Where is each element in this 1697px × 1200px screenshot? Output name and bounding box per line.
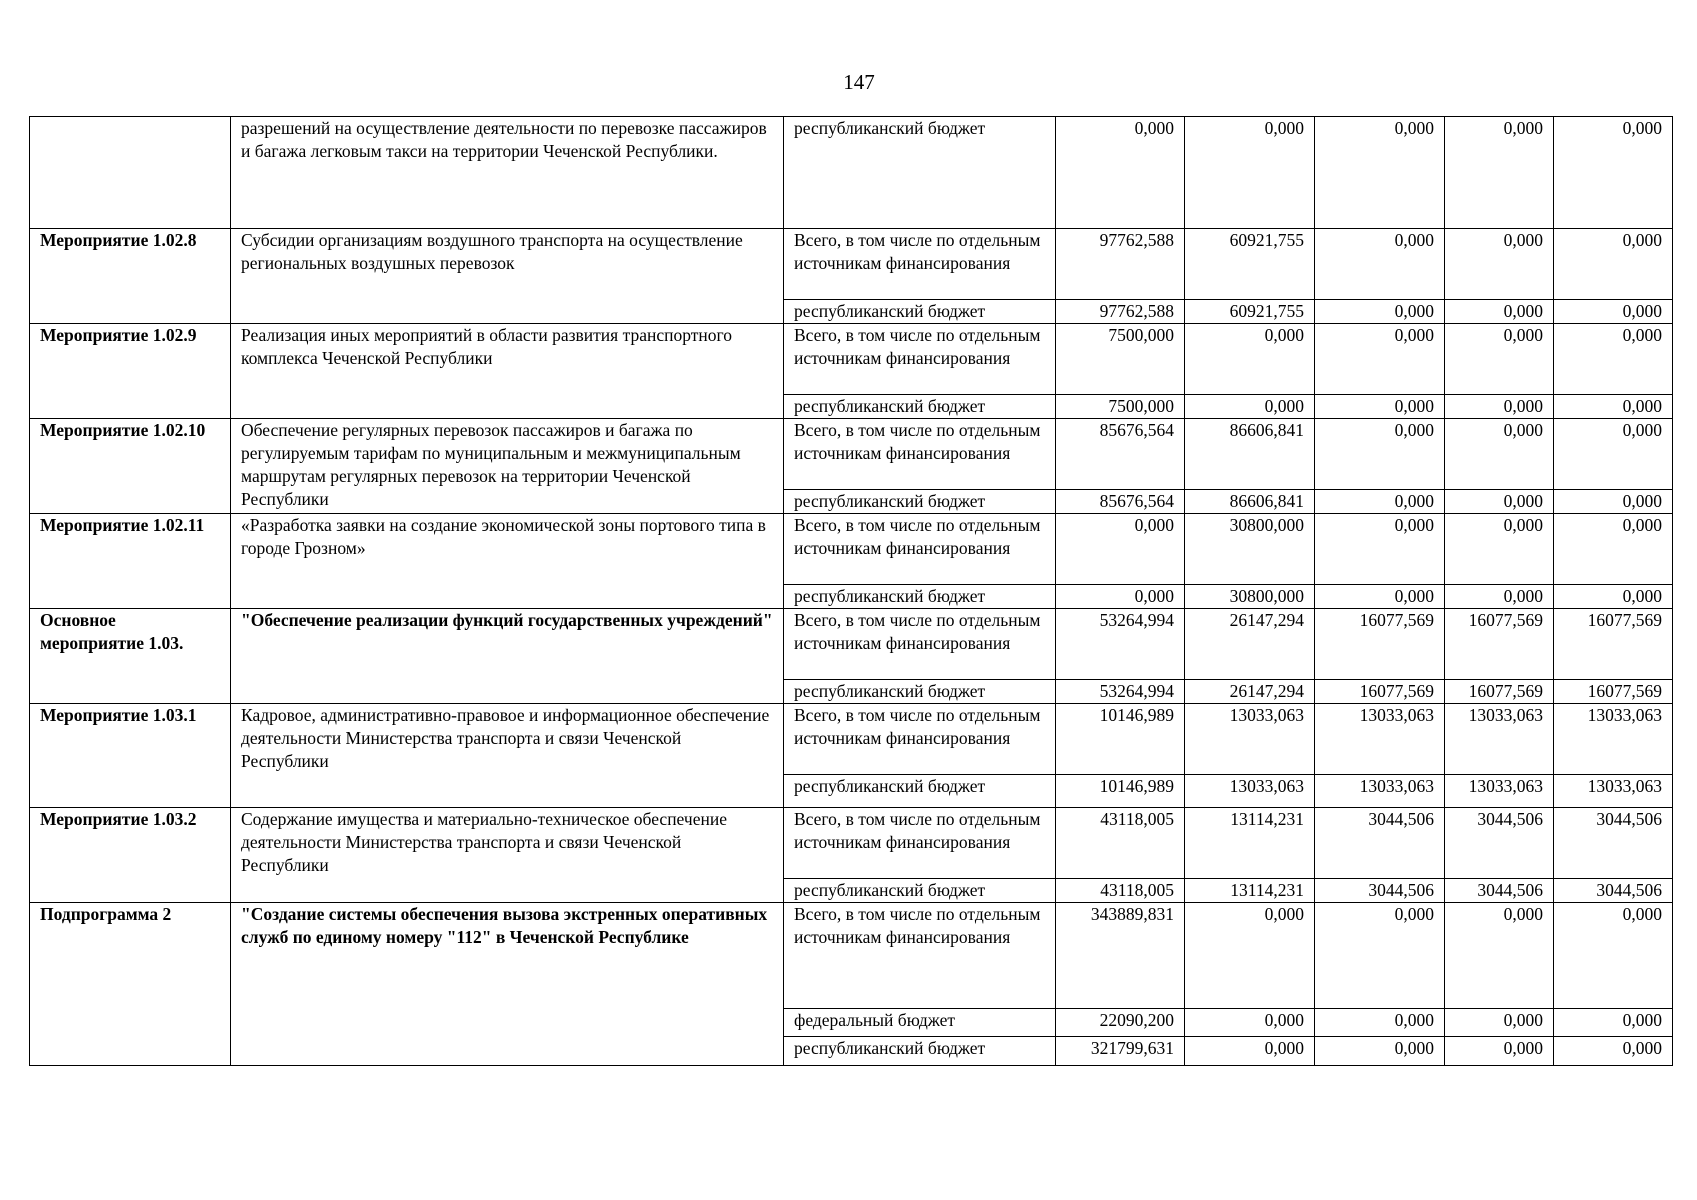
amount-cell: 30800,000 <box>1185 514 1315 585</box>
amount-cell: 13033,063 <box>1445 704 1554 775</box>
amount-cell: 85676,564 <box>1056 419 1185 490</box>
amount-cell: 53264,994 <box>1056 609 1185 680</box>
amount-cell: 86606,841 <box>1185 490 1315 514</box>
amount-cell: 13033,063 <box>1554 704 1673 775</box>
funding-source-cell: республиканский бюджет <box>784 879 1056 903</box>
amount-cell: 0,000 <box>1056 585 1185 609</box>
amount-cell: 0,000 <box>1315 585 1445 609</box>
amount-cell: 13114,231 <box>1185 879 1315 903</box>
amount-cell: 0,000 <box>1315 229 1445 300</box>
funding-source-cell: Всего, в том числе по отдельным источникам финансирования <box>784 419 1056 490</box>
activity-name-cell: «Разработка заявки на создание экономической зоны портового типа в городе Грозном» <box>231 514 784 609</box>
amount-cell: 0,000 <box>1315 324 1445 395</box>
table-row <box>30 324 1673 395</box>
amount-cell: 0,000 <box>1445 419 1554 490</box>
amount-cell: 30800,000 <box>1185 585 1315 609</box>
amount-cell: 0,000 <box>1445 229 1554 300</box>
funding-source-cell: Всего, в том числе по отдельным источникам финансирования <box>784 324 1056 395</box>
amount-cell: 10146,989 <box>1056 775 1185 808</box>
amount-cell: 16077,569 <box>1554 680 1673 704</box>
amount-cell: 60921,755 <box>1185 229 1315 300</box>
amount-cell: 0,000 <box>1315 490 1445 514</box>
funding-source-cell: федеральный бюджет <box>784 1009 1056 1037</box>
amount-cell: 0,000 <box>1445 300 1554 324</box>
funding-source-cell: Всего, в том числе по отдельным источникам финансирования <box>784 808 1056 879</box>
amount-cell: 26147,294 <box>1185 609 1315 680</box>
activity-name-cell: Субсидии организациям воздушного транспорта на осуществление региональных воздушных перевозок <box>231 229 784 324</box>
activity-name-cell: "Создание системы обеспечения вызова экстренных оперативных служб по единому номеру "112" в Чеченской Республике <box>231 903 784 1066</box>
amount-cell: 13033,063 <box>1554 775 1673 808</box>
amount-cell: 97762,588 <box>1056 300 1185 324</box>
amount-cell: 16077,569 <box>1315 680 1445 704</box>
amount-cell: 0,000 <box>1315 1037 1445 1066</box>
amount-cell: 53264,994 <box>1056 680 1185 704</box>
amount-cell: 16077,569 <box>1445 680 1554 704</box>
activity-code-cell: Основное мероприятие 1.03. <box>30 609 231 704</box>
table-row <box>30 704 1673 775</box>
table-row <box>30 229 1673 300</box>
amount-cell: 10146,989 <box>1056 704 1185 775</box>
amount-cell: 0,000 <box>1554 1037 1673 1066</box>
amount-cell: 0,000 <box>1185 395 1315 419</box>
amount-cell: 0,000 <box>1445 1037 1554 1066</box>
amount-cell: 0,000 <box>1554 419 1673 490</box>
amount-cell: 85676,564 <box>1056 490 1185 514</box>
activity-name-cell: Кадровое, административно-правовое и информационное обеспечение деятельности Министерства транспорта и связи Чеченской Республики <box>231 704 784 808</box>
amount-cell: 0,000 <box>1185 117 1315 229</box>
amount-cell: 0,000 <box>1554 324 1673 395</box>
funding-source-cell: Всего, в том числе по отдельным источникам финансирования <box>784 903 1056 1009</box>
activity-name-cell: "Обеспечение реализации функций государственных учреждений" <box>231 609 784 704</box>
funding-source-cell: республиканский бюджет <box>784 775 1056 808</box>
amount-cell: 0,000 <box>1315 300 1445 324</box>
activity-code-cell: Мероприятие 1.03.2 <box>30 808 231 903</box>
table-row <box>30 419 1673 490</box>
amount-cell: 0,000 <box>1554 395 1673 419</box>
funding-source-cell: республиканский бюджет <box>784 1037 1056 1066</box>
amount-cell: 3044,506 <box>1445 808 1554 879</box>
amount-cell: 0,000 <box>1185 1009 1315 1037</box>
amount-cell: 13033,063 <box>1185 704 1315 775</box>
table-row <box>30 514 1673 585</box>
activity-code-cell: Мероприятие 1.02.10 <box>30 419 231 514</box>
amount-cell: 3044,506 <box>1554 879 1673 903</box>
amount-cell: 16077,569 <box>1554 609 1673 680</box>
amount-cell: 0,000 <box>1554 117 1673 229</box>
activity-name-cell: Содержание имущества и материально-техническое обеспечение деятельности Министерства транспорта и связи Чеченской Республики <box>231 808 784 903</box>
amount-cell: 3044,506 <box>1315 808 1445 879</box>
table-row <box>30 903 1673 1009</box>
activity-code-cell: Мероприятие 1.02.11 <box>30 514 231 609</box>
table-row <box>30 609 1673 680</box>
amount-cell: 13114,231 <box>1185 808 1315 879</box>
amount-cell: 343889,831 <box>1056 903 1185 1009</box>
amount-cell: 0,000 <box>1056 514 1185 585</box>
budget-table-body <box>30 117 1673 1066</box>
activity-name-cell: разрешений на осуществление деятельности по перевозке пассажиров и багажа легковым такси на территории Чеченской Республики. <box>231 117 784 229</box>
amount-cell: 0,000 <box>1445 324 1554 395</box>
amount-cell: 0,000 <box>1554 490 1673 514</box>
amount-cell: 3044,506 <box>1554 808 1673 879</box>
amount-cell: 0,000 <box>1185 1037 1315 1066</box>
amount-cell: 16077,569 <box>1445 609 1554 680</box>
funding-source-cell: Всего, в том числе по отдельным источникам финансирования <box>784 514 1056 585</box>
amount-cell: 0,000 <box>1315 117 1445 229</box>
amount-cell: 3044,506 <box>1445 879 1554 903</box>
funding-source-cell: республиканский бюджет <box>784 490 1056 514</box>
amount-cell: 3044,506 <box>1315 879 1445 903</box>
amount-cell: 13033,063 <box>1315 704 1445 775</box>
amount-cell: 43118,005 <box>1056 879 1185 903</box>
amount-cell: 0,000 <box>1185 324 1315 395</box>
funding-source-cell: республиканский бюджет <box>784 395 1056 419</box>
activity-name-cell: Реализация иных мероприятий в области развития транспортного комплекса Чеченской Республики <box>231 324 784 419</box>
amount-cell: 0,000 <box>1554 514 1673 585</box>
activity-name-cell: Обеспечение регулярных перевозок пассажиров и багажа по регулируемым тарифам по муниципальным и межмуниципальным маршрутам регулярных перевозок на территории Чеченской Республики <box>231 419 784 514</box>
amount-cell: 0,000 <box>1445 903 1554 1009</box>
activity-code-cell: Подпрограмма 2 <box>30 903 231 1066</box>
amount-cell: 60921,755 <box>1185 300 1315 324</box>
amount-cell: 7500,000 <box>1056 324 1185 395</box>
amount-cell: 97762,588 <box>1056 229 1185 300</box>
amount-cell: 13033,063 <box>1445 775 1554 808</box>
amount-cell: 43118,005 <box>1056 808 1185 879</box>
amount-cell: 0,000 <box>1185 903 1315 1009</box>
amount-cell: 7500,000 <box>1056 395 1185 419</box>
funding-source-cell: республиканский бюджет <box>784 117 1056 229</box>
amount-cell: 0,000 <box>1315 1009 1445 1037</box>
funding-source-cell: Всего, в том числе по отдельным источникам финансирования <box>784 704 1056 775</box>
amount-cell: 0,000 <box>1554 903 1673 1009</box>
amount-cell: 0,000 <box>1445 395 1554 419</box>
amount-cell: 0,000 <box>1445 117 1554 229</box>
amount-cell: 13033,063 <box>1185 775 1315 808</box>
amount-cell: 86606,841 <box>1185 419 1315 490</box>
amount-cell: 0,000 <box>1315 514 1445 585</box>
page-number: 147 <box>843 70 875 94</box>
amount-cell: 0,000 <box>1315 903 1445 1009</box>
amount-cell: 321799,631 <box>1056 1037 1185 1066</box>
table-row <box>30 808 1673 879</box>
amount-cell: 0,000 <box>1445 514 1554 585</box>
amount-cell: 13033,063 <box>1315 775 1445 808</box>
amount-cell: 0,000 <box>1445 490 1554 514</box>
budget-table <box>29 116 1673 1066</box>
amount-cell: 0,000 <box>1554 585 1673 609</box>
amount-cell: 0,000 <box>1445 585 1554 609</box>
amount-cell: 0,000 <box>1554 1009 1673 1037</box>
amount-cell: 0,000 <box>1445 1009 1554 1037</box>
activity-code-cell: Мероприятие 1.02.9 <box>30 324 231 419</box>
amount-cell: 26147,294 <box>1185 680 1315 704</box>
amount-cell: 0,000 <box>1554 229 1673 300</box>
table-row <box>30 117 1673 229</box>
amount-cell: 0,000 <box>1315 419 1445 490</box>
amount-cell: 0,000 <box>1056 117 1185 229</box>
amount-cell: 16077,569 <box>1315 609 1445 680</box>
activity-code-cell: Мероприятие 1.03.1 <box>30 704 231 808</box>
funding-source-cell: республиканский бюджет <box>784 680 1056 704</box>
funding-source-cell: республиканский бюджет <box>784 585 1056 609</box>
activity-code-cell <box>30 117 231 229</box>
funding-source-cell: республиканский бюджет <box>784 300 1056 324</box>
amount-cell: 0,000 <box>1315 395 1445 419</box>
funding-source-cell: Всего, в том числе по отдельным источникам финансирования <box>784 229 1056 300</box>
activity-code-cell: Мероприятие 1.02.8 <box>30 229 231 324</box>
amount-cell: 22090,200 <box>1056 1009 1185 1037</box>
amount-cell: 0,000 <box>1554 300 1673 324</box>
funding-source-cell: Всего, в том числе по отдельным источникам финансирования <box>784 609 1056 680</box>
